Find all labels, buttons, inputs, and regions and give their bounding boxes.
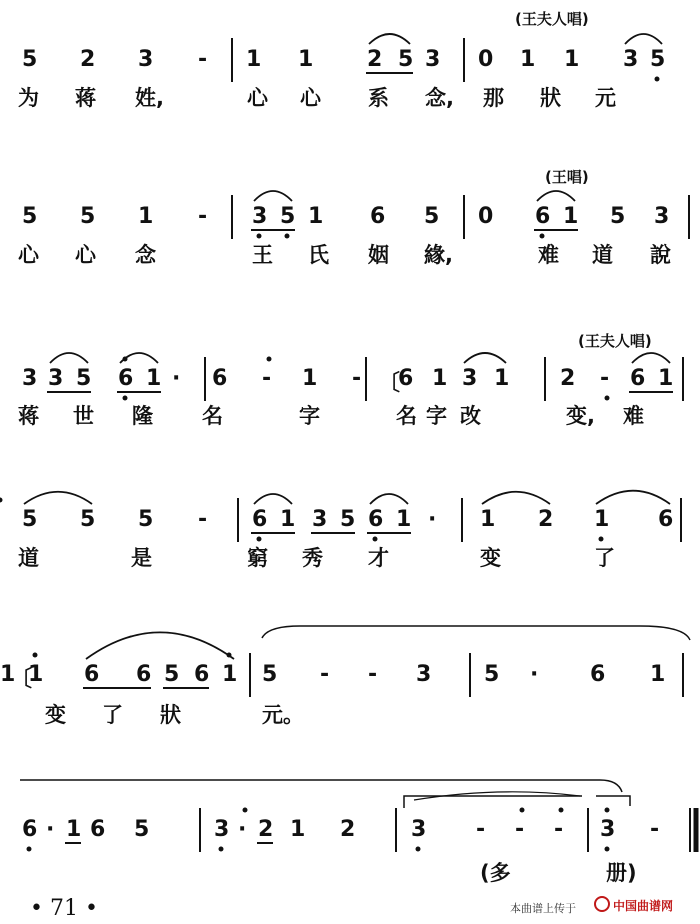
octave-dot-above	[520, 808, 525, 813]
note: 1	[432, 366, 448, 391]
octave-dot-below	[655, 77, 660, 82]
phrase-arc	[20, 780, 622, 792]
note: 2	[538, 507, 554, 532]
note: 1	[290, 817, 306, 842]
lyric-syllable: 蒋	[75, 86, 96, 110]
octave-dot-above	[605, 808, 610, 813]
logo-text: 中国曲谱网	[613, 899, 674, 913]
slur	[464, 353, 506, 363]
lyric-syllable: 隆	[132, 404, 153, 428]
note: 6	[398, 366, 414, 391]
note: 5	[134, 817, 150, 842]
note: 1	[66, 817, 82, 842]
lyric-syllable: 系	[368, 86, 389, 110]
note: 5	[138, 507, 154, 532]
lyric-syllable: 变,	[566, 404, 595, 428]
note: 5	[22, 204, 38, 229]
octave-dot-above	[0, 498, 3, 503]
note: 6	[22, 817, 38, 842]
note: -	[320, 662, 330, 687]
volta-bracket	[596, 796, 630, 806]
note: 6	[590, 662, 606, 687]
note: -	[262, 366, 272, 391]
note: 1	[480, 507, 496, 532]
octave-dot-above	[33, 653, 38, 658]
lyric-syllable: 姓,	[135, 86, 164, 110]
lyric-syllable: 元	[595, 86, 616, 110]
note: 5	[280, 204, 296, 229]
note: ·	[238, 817, 247, 842]
note: 2	[340, 817, 356, 842]
note: 5	[22, 47, 38, 72]
note: 1	[138, 204, 154, 229]
note: 1	[658, 366, 674, 391]
note: 〔	[378, 371, 401, 396]
note: 〔	[10, 667, 33, 692]
note: 6	[136, 662, 152, 687]
octave-dot-above	[243, 808, 248, 813]
note: -	[650, 817, 660, 842]
slur	[369, 34, 410, 44]
octave-dot-below	[373, 537, 378, 542]
slur	[50, 353, 88, 363]
note: -	[368, 662, 378, 687]
note: 1	[28, 662, 44, 687]
octave-dot-below	[257, 537, 262, 542]
lyric-syllable: 变	[480, 546, 501, 570]
note: 1	[280, 507, 296, 532]
note: 5	[424, 204, 440, 229]
lyric-syllable: 道	[18, 546, 39, 570]
note: 6	[84, 662, 100, 687]
note: 3	[425, 47, 441, 72]
note: -	[198, 507, 208, 532]
slur	[254, 191, 292, 201]
lyric-syllable: 了	[102, 703, 123, 727]
note: 1	[563, 204, 579, 229]
lyric-syllable: 心	[75, 243, 96, 267]
note: 3	[48, 366, 64, 391]
lyric-syllable: 蒋	[18, 404, 39, 428]
lyric-syllable: 道	[592, 243, 613, 267]
note: ·	[428, 507, 437, 532]
slur	[370, 494, 408, 504]
note: 3	[138, 47, 154, 72]
note: 3	[214, 817, 230, 842]
note: 3	[462, 366, 478, 391]
note: 1	[302, 366, 318, 391]
slur	[24, 492, 92, 504]
singer-cue: (王夫人唱)	[578, 332, 652, 350]
note: 5	[398, 47, 414, 72]
note: 3	[22, 366, 38, 391]
note: 1	[308, 204, 324, 229]
note: 5	[262, 662, 278, 687]
slur	[537, 191, 575, 201]
note: 6	[118, 366, 134, 391]
octave-dot-below	[599, 537, 604, 542]
note: 1	[564, 47, 580, 72]
lyric-syllable: 难	[623, 404, 644, 428]
note: 6	[212, 366, 228, 391]
note: 6	[368, 507, 384, 532]
note: 1	[246, 47, 262, 72]
watermark-text: 本曲谱上传于	[510, 902, 576, 915]
page-number: • 71 •	[30, 896, 98, 921]
lyric-syllable: (多	[480, 861, 511, 885]
lyric-syllable: 狀	[540, 86, 561, 110]
slur	[120, 353, 158, 363]
note: 5	[164, 662, 180, 687]
note: -	[198, 204, 208, 229]
lyric-syllable: 王	[252, 243, 273, 267]
note: 0	[478, 204, 494, 229]
note: 3	[252, 204, 268, 229]
octave-dot-below	[416, 847, 421, 852]
octave-dot-below	[257, 234, 262, 239]
lyric-syllable: 字	[426, 404, 447, 428]
note: 3	[654, 204, 670, 229]
note: 1	[222, 662, 238, 687]
note: 1	[650, 662, 666, 687]
slur	[254, 494, 292, 504]
note: -	[554, 817, 564, 842]
note: 1	[594, 507, 610, 532]
lyric-syllable: 狀	[160, 703, 181, 727]
lyric-syllable: 变	[45, 703, 66, 727]
note: 2	[80, 47, 96, 72]
note: 5	[22, 507, 38, 532]
slur	[632, 353, 670, 363]
note: 6	[658, 507, 674, 532]
lyric-syllable: 了	[594, 546, 615, 570]
note: 2	[367, 47, 383, 72]
note: -	[198, 47, 208, 72]
note: 6	[370, 204, 386, 229]
lyric-syllable: 改	[460, 404, 481, 428]
slur	[625, 34, 662, 44]
lyric-syllable: 緣,	[424, 243, 453, 267]
note: 6	[194, 662, 210, 687]
octave-dot-below	[285, 234, 290, 239]
note: -	[515, 817, 525, 842]
lyric-syllable: 秀	[302, 546, 323, 570]
logo-icon	[594, 896, 610, 912]
lyric-syllable: 那	[483, 86, 504, 110]
note: 1	[298, 47, 314, 72]
note: 5	[76, 366, 92, 391]
note: 6	[535, 204, 551, 229]
note: 1	[0, 662, 16, 687]
note: 6	[90, 817, 106, 842]
note: 5	[80, 507, 96, 532]
lyric-syllable: 世	[73, 404, 94, 428]
note: ·	[172, 366, 181, 391]
note: 1	[494, 366, 510, 391]
note: 3	[623, 47, 639, 72]
slur	[482, 492, 550, 504]
slur	[86, 632, 234, 659]
note: -	[600, 366, 610, 391]
note: 5	[650, 47, 666, 72]
lyric-syllable: 为	[18, 86, 39, 110]
note: 2	[258, 817, 274, 842]
lyric-syllable: 才	[368, 546, 389, 570]
note: 5	[340, 507, 356, 532]
octave-dot-above	[559, 808, 564, 813]
octave-dot-above	[267, 357, 272, 362]
octave-dot-below	[605, 396, 610, 401]
singer-cue: (王唱)	[545, 168, 589, 186]
lyric-syllable: 是	[131, 546, 152, 570]
note: -	[352, 366, 362, 391]
note: 2	[560, 366, 576, 391]
lyric-syllable: 难	[538, 243, 559, 267]
lyric-syllable: 名	[396, 404, 417, 428]
octave-dot-below	[219, 847, 224, 852]
note: 5	[80, 204, 96, 229]
octave-dot-below	[123, 396, 128, 401]
note: 6	[630, 366, 646, 391]
lyric-syllable: 字	[299, 404, 320, 428]
note: 1	[396, 507, 412, 532]
note: 0	[478, 47, 494, 72]
lyric-syllable: 窮	[247, 546, 268, 570]
note: 3	[416, 662, 432, 687]
octave-dot-below	[605, 847, 610, 852]
lyric-syllable: 心	[300, 86, 321, 110]
octave-dot-below	[540, 234, 545, 239]
lyric-syllable: 名	[202, 404, 223, 428]
note: 6	[252, 507, 268, 532]
note: -	[476, 817, 486, 842]
octave-dot-below	[27, 847, 32, 852]
singer-cue: (王夫人唱)	[515, 10, 589, 28]
note: 3	[600, 817, 616, 842]
note: 1	[520, 47, 536, 72]
lyric-syllable: 心	[18, 243, 39, 267]
lyric-syllable: 心	[247, 86, 268, 110]
lyric-syllable: 念	[135, 243, 156, 267]
note: 5	[484, 662, 500, 687]
lyric-syllable: 說	[650, 243, 671, 267]
lyric-syllable: 姻	[368, 243, 389, 267]
lyric-syllable: 氏	[308, 243, 329, 267]
note: 3	[411, 817, 427, 842]
note: 5	[610, 204, 626, 229]
lyric-syllable: 元。	[262, 703, 304, 727]
note: 1	[146, 366, 162, 391]
site-logo	[594, 896, 673, 914]
slur	[596, 491, 670, 504]
lyric-syllable: 册)	[606, 861, 637, 885]
note: ·	[530, 662, 539, 687]
note: ·	[46, 817, 55, 842]
lyric-syllable: 念,	[425, 86, 454, 110]
phrase-arc	[262, 626, 690, 640]
note: 3	[312, 507, 328, 532]
